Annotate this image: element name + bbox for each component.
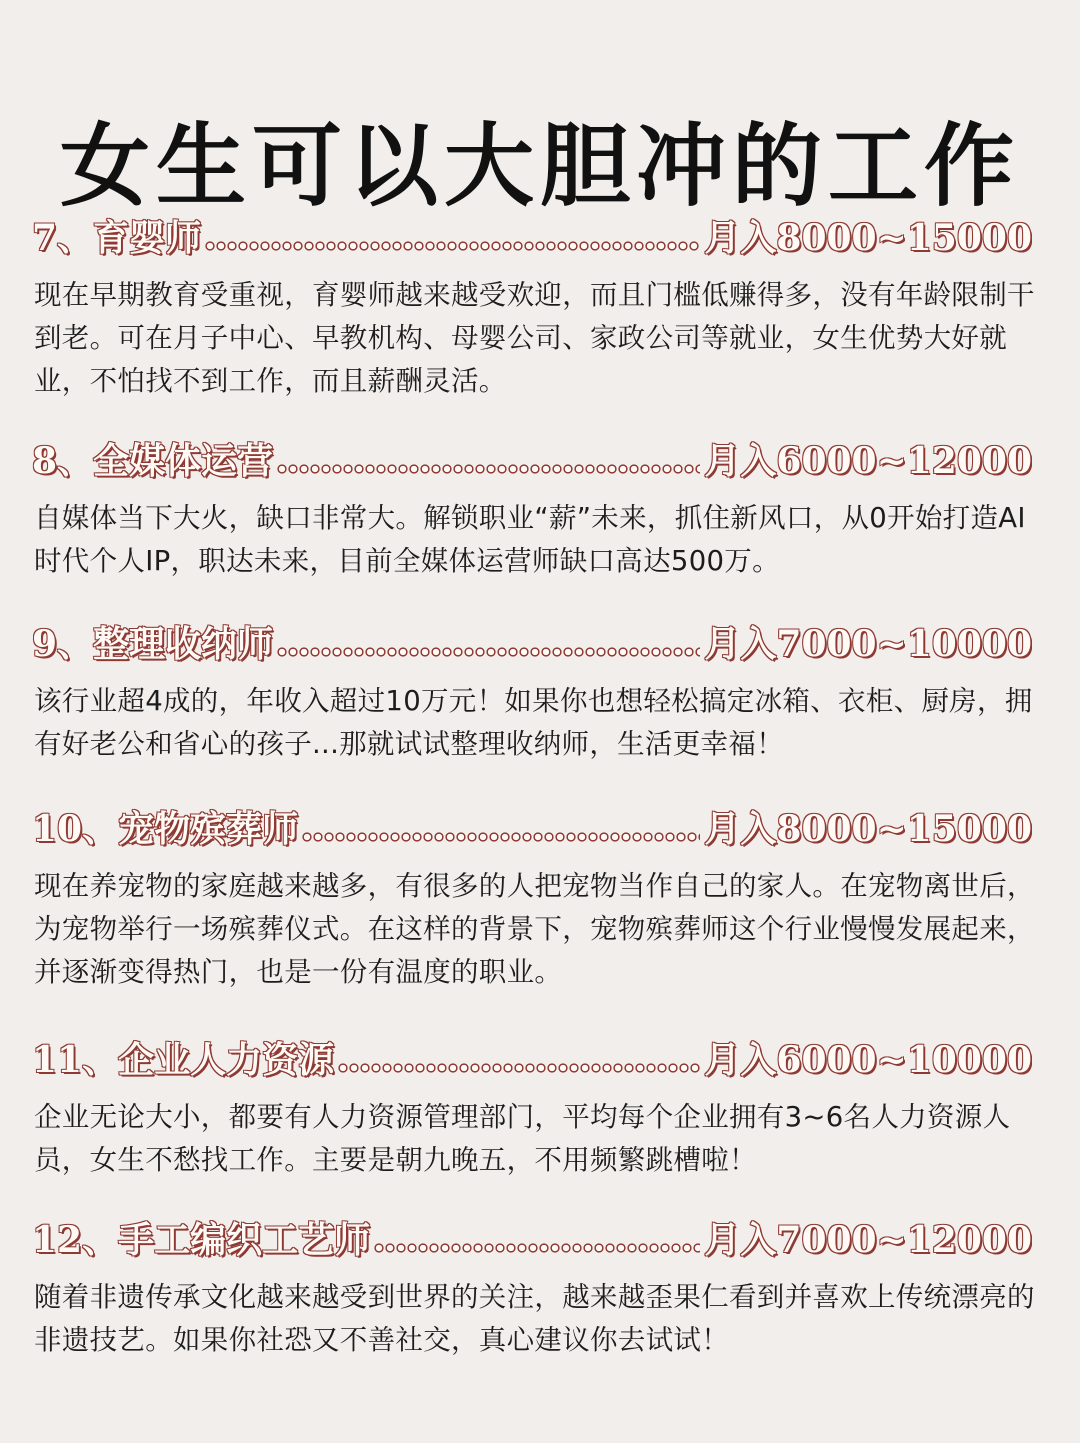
job-name: 9、整理收纳师 (32, 623, 274, 665)
job-heading (32, 803, 1032, 851)
dotted-leader (374, 1242, 700, 1254)
dotted-leader (205, 240, 700, 252)
job-description: 随着非遗传承文化越来越受到世界的关注，越来越歪果仁看到并喜欢上传统漂亮的非遗技艺。如果你社恐又不善社交，真心建议你去试试！ (34, 1281, 1035, 1356)
job-name: 7、育婴师 (32, 217, 202, 259)
job-heading (32, 1034, 1032, 1082)
dotted-leader (302, 831, 700, 843)
job-name: 8、全媒体运营 (32, 440, 274, 482)
dotted-leader (277, 463, 700, 475)
job-name: 10、宠物殡葬师 (32, 808, 299, 850)
job-heading (32, 435, 1032, 483)
dotted-leader (338, 1062, 700, 1074)
dotted-leader (277, 646, 700, 658)
job-salary: 月入8000~15000 (704, 217, 1032, 259)
job-description: 自媒体当下大火，缺口非常大。解锁职业“薪”未来，抓住新风口，从0开始打造AI时代个人IP，职达未来，目前全媒体运营师缺口高达500万。 (34, 502, 1026, 577)
job-description: 企业无论大小，都要有人力资源管理部门，平均每个企业拥有3~6名人力资源人员，女生不愁找工作。主要是朝九晚五，不用频繁跳槽啦！ (34, 1101, 1011, 1176)
job-heading (32, 1214, 1032, 1262)
job-name: 11、企业人力资源 (32, 1039, 335, 1081)
job-name: 12、手工编织工艺师 (32, 1219, 371, 1261)
job-description: 该行业超4成的，年收入超过10万元！如果你也想轻松搞定冰箱、衣柜、厨房，拥有好老公和省心的孩子...那就试试整理收纳师，生活更幸福！ (34, 685, 1033, 760)
job-description: 现在早期教育受重视，育婴师越来越受欢迎，而且门槛低赚得多，没有年龄限制干到老。可在月子中心、早教机构、母婴公司、家政公司等就业，女生优势大好就业，不怕找不到工作，而且薪酬灵活。 (34, 279, 1035, 397)
job-description: 现在养宠物的家庭越来越多，有很多的人把宠物当作自己的家人。在宠物离世后，为宠物举行一场殡葬仪式。在这样的背景下，宠物殡葬师这个行业慢慢发展起来，并逐渐变得热门，也是一份有温度的职业。 (34, 870, 1035, 988)
job-salary: 月入7000~10000 (704, 623, 1032, 665)
job-salary: 月入8000~15000 (704, 808, 1032, 850)
job-heading (32, 212, 1032, 260)
job-salary: 月入6000~12000 (704, 440, 1032, 482)
page-title: 女生可以大胆冲的工作 (60, 114, 1020, 220)
job-heading (32, 618, 1032, 666)
job-salary: 月入6000~10000 (704, 1039, 1032, 1081)
job-salary: 月入7000~12000 (704, 1219, 1032, 1261)
